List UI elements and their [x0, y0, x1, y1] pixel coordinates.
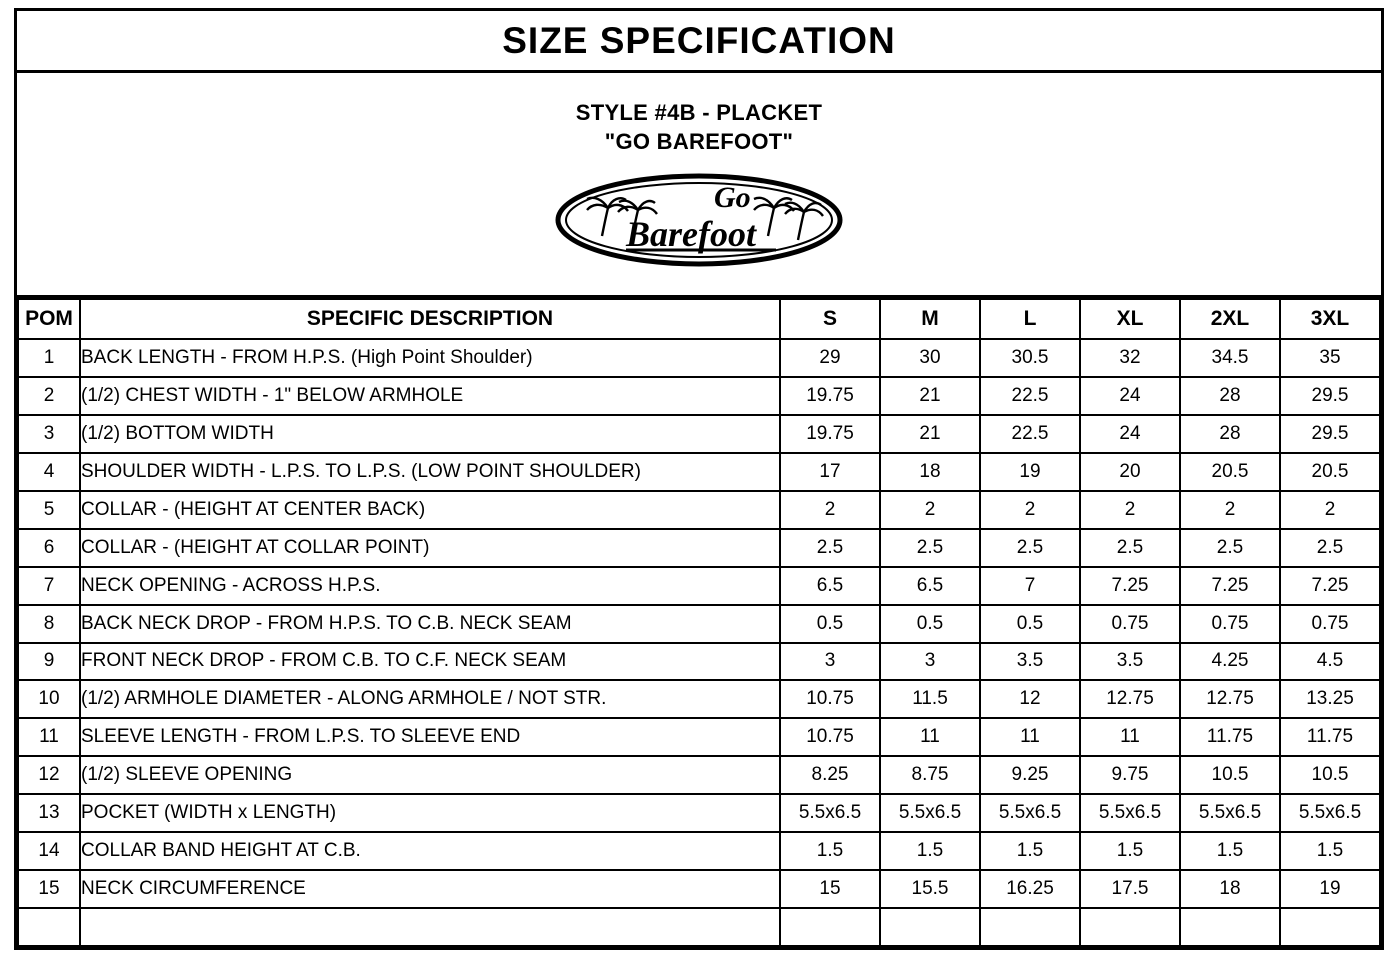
cell-size-l: 19 [980, 453, 1080, 491]
cell-size-l: 30.5 [980, 339, 1080, 377]
cell-size-m: 5.5x6.5 [880, 794, 980, 832]
cell-size-l: 2.5 [980, 529, 1080, 567]
cell-size-3xl [1280, 908, 1380, 946]
cell-size-l: 7 [980, 567, 1080, 605]
cell-size-3xl: 29.5 [1280, 377, 1380, 415]
column-header-size-3xl: 3XL [1280, 299, 1380, 339]
cell-size-l: 1.5 [980, 832, 1080, 870]
cell-description: POCKET (WIDTH x LENGTH) [80, 794, 780, 832]
cell-size-2xl: 28 [1180, 415, 1280, 453]
column-header-size-2xl: 2XL [1180, 299, 1280, 339]
header-band [17, 73, 1381, 298]
cell-size-m: 21 [880, 377, 980, 415]
cell-size-s [780, 908, 880, 946]
column-header-pom: POM [18, 299, 80, 339]
cell-size-l: 9.25 [980, 756, 1080, 794]
cell-size-s: 19.75 [780, 415, 880, 453]
cell-pom: 8 [18, 605, 80, 643]
cell-pom: 7 [18, 567, 80, 605]
cell-size-xl: 32 [1080, 339, 1180, 377]
table-row [18, 643, 1380, 681]
cell-size-2xl: 11.75 [1180, 718, 1280, 756]
go-barefoot-logo [554, 170, 844, 270]
cell-pom: 15 [18, 870, 80, 908]
cell-size-2xl: 2 [1180, 491, 1280, 529]
cell-size-s: 2 [780, 491, 880, 529]
table-row [18, 377, 1380, 415]
cell-pom: 4 [18, 453, 80, 491]
cell-size-3xl: 1.5 [1280, 832, 1380, 870]
cell-size-2xl: 12.75 [1180, 680, 1280, 718]
cell-description: BACK NECK DROP - FROM H.P.S. TO C.B. NECK SEAM [80, 605, 780, 643]
cell-size-m [880, 908, 980, 946]
table-row [18, 870, 1380, 908]
cell-description: NECK CIRCUMFERENCE [80, 870, 780, 908]
cell-size-l: 3.5 [980, 643, 1080, 681]
cell-size-2xl: 4.25 [1180, 643, 1280, 681]
cell-size-2xl: 18 [1180, 870, 1280, 908]
cell-pom: 9 [18, 643, 80, 681]
style-label: STYLE #4B - PLACKET [575, 100, 823, 125]
cell-size-2xl: 10.5 [1180, 756, 1280, 794]
cell-description: COLLAR - (HEIGHT AT CENTER BACK) [80, 491, 780, 529]
cell-size-3xl: 19 [1280, 870, 1380, 908]
cell-pom: 14 [18, 832, 80, 870]
cell-size-s: 10.75 [780, 680, 880, 718]
cell-size-l: 12 [980, 680, 1080, 718]
cell-description: NECK OPENING - ACROSS H.P.S. [80, 567, 780, 605]
cell-size-l: 16.25 [980, 870, 1080, 908]
cell-size-s: 29 [780, 339, 880, 377]
cell-size-m: 2.5 [880, 529, 980, 567]
cell-size-l [980, 908, 1080, 946]
cell-size-xl [1080, 908, 1180, 946]
cell-size-xl: 2.5 [1080, 529, 1180, 567]
cell-description: SHOULDER WIDTH - L.P.S. TO L.P.S. (LOW POINT SHOULDER) [80, 453, 780, 491]
cell-size-s: 1.5 [780, 832, 880, 870]
cell-size-xl: 2 [1080, 491, 1180, 529]
table-row [18, 491, 1380, 529]
cell-size-m: 2 [880, 491, 980, 529]
cell-description: FRONT NECK DROP - FROM C.B. TO C.F. NECK SEAM [80, 643, 780, 681]
cell-size-s: 8.25 [780, 756, 880, 794]
column-header-size-s: S [780, 299, 880, 339]
cell-size-l: 22.5 [980, 415, 1080, 453]
cell-size-m: 11 [880, 718, 980, 756]
table-body [18, 339, 1380, 946]
cell-description: COLLAR - (HEIGHT AT COLLAR POINT) [80, 529, 780, 567]
page-title: SIZE SPECIFICATION [502, 19, 896, 61]
cell-pom: 1 [18, 339, 80, 377]
cell-description: (1/2) CHEST WIDTH - 1" BELOW ARMHOLE [80, 377, 780, 415]
cell-description: BACK LENGTH - FROM H.P.S. (High Point Shoulder) [80, 339, 780, 377]
column-header-description: SPECIFIC DESCRIPTION [80, 299, 780, 339]
cell-pom: 5 [18, 491, 80, 529]
cell-size-s: 17 [780, 453, 880, 491]
table-row [18, 908, 1380, 946]
cell-size-m: 21 [880, 415, 980, 453]
cell-pom: 12 [18, 756, 80, 794]
cell-size-xl: 20 [1080, 453, 1180, 491]
cell-size-l: 22.5 [980, 377, 1080, 415]
cell-size-l: 5.5x6.5 [980, 794, 1080, 832]
table-row [18, 415, 1380, 453]
column-header-size-xl: XL [1080, 299, 1180, 339]
cell-pom: 13 [18, 794, 80, 832]
spec-sheet [14, 8, 1384, 950]
cell-size-xl: 11 [1080, 718, 1180, 756]
cell-pom: 2 [18, 377, 80, 415]
cell-size-3xl: 29.5 [1280, 415, 1380, 453]
table-row [18, 567, 1380, 605]
cell-size-2xl [1180, 908, 1280, 946]
cell-size-m: 0.5 [880, 605, 980, 643]
cell-size-3xl: 0.75 [1280, 605, 1380, 643]
cell-size-2xl: 2.5 [1180, 529, 1280, 567]
cell-size-3xl: 2.5 [1280, 529, 1380, 567]
cell-size-xl: 24 [1080, 415, 1180, 453]
cell-size-m: 6.5 [880, 567, 980, 605]
cell-size-s: 6.5 [780, 567, 880, 605]
cell-size-xl: 17.5 [1080, 870, 1180, 908]
cell-size-3xl: 35 [1280, 339, 1380, 377]
cell-description: (1/2) BOTTOM WIDTH [80, 415, 780, 453]
cell-description: SLEEVE LENGTH - FROM L.P.S. TO SLEEVE END [80, 718, 780, 756]
cell-size-xl: 12.75 [1080, 680, 1180, 718]
cell-size-s: 15 [780, 870, 880, 908]
cell-size-l: 11 [980, 718, 1080, 756]
table-header-row [18, 299, 1380, 339]
cell-size-s: 2.5 [780, 529, 880, 567]
cell-size-s: 10.75 [780, 718, 880, 756]
table-row [18, 680, 1380, 718]
cell-size-3xl: 20.5 [1280, 453, 1380, 491]
cell-size-2xl: 34.5 [1180, 339, 1280, 377]
cell-size-xl: 3.5 [1080, 643, 1180, 681]
table-row [18, 756, 1380, 794]
title-band [17, 11, 1381, 73]
cell-size-xl: 1.5 [1080, 832, 1180, 870]
cell-size-s: 3 [780, 643, 880, 681]
cell-pom: 6 [18, 529, 80, 567]
cell-size-m: 18 [880, 453, 980, 491]
cell-description: (1/2) SLEEVE OPENING [80, 756, 780, 794]
cell-size-3xl: 13.25 [1280, 680, 1380, 718]
cell-size-2xl: 5.5x6.5 [1180, 794, 1280, 832]
cell-size-2xl: 0.75 [1180, 605, 1280, 643]
cell-size-2xl: 7.25 [1180, 567, 1280, 605]
cell-size-2xl: 20.5 [1180, 453, 1280, 491]
cell-size-m: 11.5 [880, 680, 980, 718]
cell-size-3xl: 2 [1280, 491, 1380, 529]
cell-size-3xl: 11.75 [1280, 718, 1380, 756]
cell-size-xl: 0.75 [1080, 605, 1180, 643]
table-row [18, 339, 1380, 377]
brand-label: "GO BAREFOOT" [604, 129, 794, 154]
column-header-size-l: L [980, 299, 1080, 339]
cell-pom: 3 [18, 415, 80, 453]
table-row [18, 529, 1380, 567]
cell-size-3xl: 7.25 [1280, 567, 1380, 605]
cell-size-3xl: 4.5 [1280, 643, 1380, 681]
cell-description: (1/2) ARMHOLE DIAMETER - ALONG ARMHOLE / NOT STR. [80, 680, 780, 718]
cell-size-s: 19.75 [780, 377, 880, 415]
cell-description [80, 908, 780, 946]
cell-size-m: 30 [880, 339, 980, 377]
cell-size-m: 1.5 [880, 832, 980, 870]
cell-size-m: 3 [880, 643, 980, 681]
cell-size-2xl: 28 [1180, 377, 1280, 415]
cell-pom: 10 [18, 680, 80, 718]
cell-description: COLLAR BAND HEIGHT AT C.B. [80, 832, 780, 870]
cell-size-s: 0.5 [780, 605, 880, 643]
cell-size-xl: 5.5x6.5 [1080, 794, 1180, 832]
cell-size-xl: 24 [1080, 377, 1180, 415]
cell-size-xl: 7.25 [1080, 567, 1180, 605]
cell-pom [18, 908, 80, 946]
column-header-size-m: M [880, 299, 980, 339]
cell-size-xl: 9.75 [1080, 756, 1180, 794]
svg-text:Barefoot: Barefoot [626, 214, 756, 254]
cell-size-l: 0.5 [980, 605, 1080, 643]
size-spec-table [17, 298, 1381, 947]
cell-size-3xl: 10.5 [1280, 756, 1380, 794]
cell-size-s: 5.5x6.5 [780, 794, 880, 832]
table-row [18, 832, 1380, 870]
cell-size-l: 2 [980, 491, 1080, 529]
table-row [18, 453, 1380, 491]
svg-text:Go: Go [714, 181, 751, 214]
cell-size-m: 15.5 [880, 870, 980, 908]
cell-pom: 11 [18, 718, 80, 756]
cell-size-3xl: 5.5x6.5 [1280, 794, 1380, 832]
table-row [18, 605, 1380, 643]
cell-size-2xl: 1.5 [1180, 832, 1280, 870]
table-row [18, 718, 1380, 756]
cell-size-m: 8.75 [880, 756, 980, 794]
table-row [18, 794, 1380, 832]
